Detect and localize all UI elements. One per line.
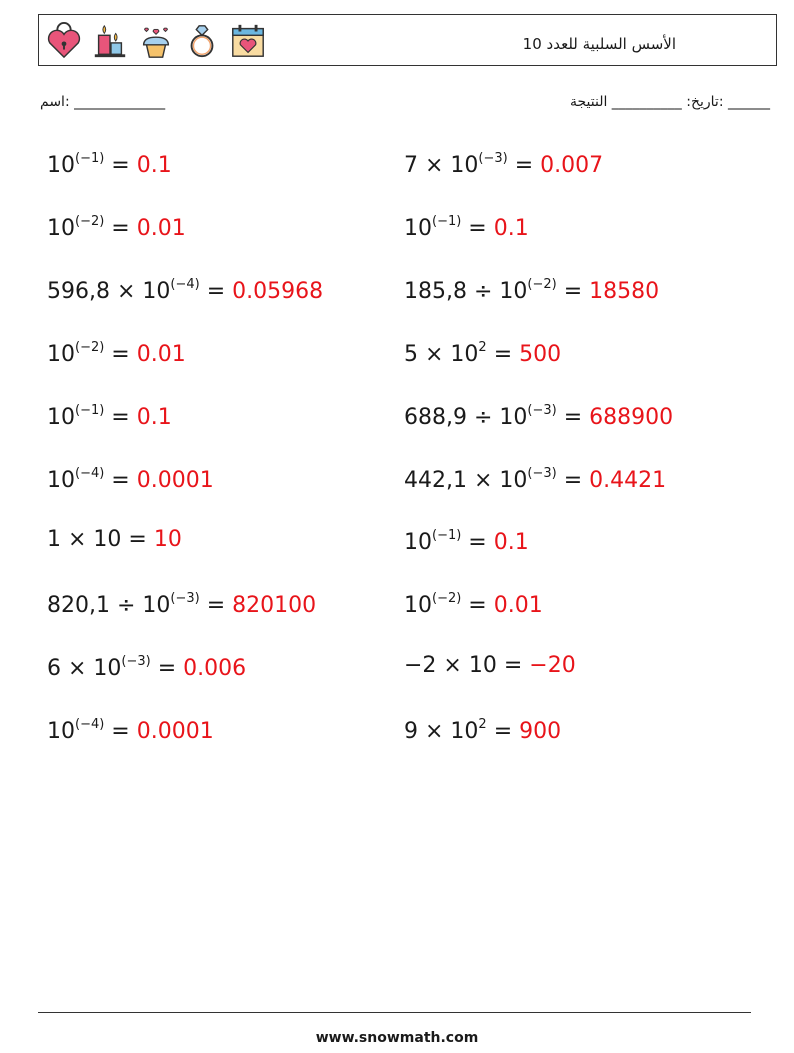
problem-answer: 0.0001 — [136, 468, 214, 493]
equals-sign: = — [199, 279, 233, 304]
problem-exponent: 2 — [478, 340, 487, 355]
problem-item — [47, 404, 172, 429]
problem-item — [404, 655, 576, 677]
equals-sign: = — [104, 468, 137, 493]
equals-sign: = — [461, 530, 494, 555]
problem-exponent: (−2) — [75, 214, 105, 229]
problem-question: −2 × 10 — [404, 653, 497, 678]
problem-answer: 0.1 — [136, 405, 172, 430]
problem-question: 10 — [47, 216, 75, 241]
equals-sign: = — [199, 593, 233, 618]
equals-sign: = — [461, 593, 494, 618]
cupcake-icon — [137, 21, 175, 61]
equals-sign: = — [150, 656, 184, 681]
equals-sign: = — [104, 719, 137, 744]
equals-sign: = — [461, 216, 494, 241]
problem-item — [404, 341, 561, 366]
problem-question: 6 × 10 — [47, 656, 122, 681]
icon-row — [45, 19, 267, 63]
problem-exponent: (−1) — [75, 151, 105, 166]
problem-question: 10 — [47, 468, 75, 493]
problem-exponent: (−4) — [75, 717, 105, 732]
equals-sign: = — [121, 527, 154, 552]
problem-question: 688,9 ÷ 10 — [404, 405, 528, 430]
problem-question: 7 × 10 — [404, 153, 479, 178]
problem-question: 10 — [47, 342, 75, 367]
problem-answer: 688900 — [589, 405, 674, 430]
header-box — [38, 14, 777, 66]
problem-answer: 0.01 — [493, 593, 543, 618]
problem-item — [404, 404, 673, 429]
problem-exponent: (−2) — [432, 591, 462, 606]
problem-item — [404, 718, 561, 743]
problem-answer: 820100 — [232, 593, 317, 618]
problem-question: 5 × 10 — [404, 342, 479, 367]
problem-answer: −20 — [529, 653, 576, 678]
problem-exponent: (−2) — [527, 277, 557, 292]
problem-question: 820,1 ÷ 10 — [47, 593, 171, 618]
problem-question: 9 × 10 — [404, 719, 479, 744]
problem-question: 185,8 ÷ 10 — [404, 279, 528, 304]
problem-question: 10 — [47, 153, 75, 178]
problem-item — [47, 278, 323, 303]
problem-question: 1 × 10 — [47, 527, 122, 552]
problem-answer: 0.007 — [540, 153, 604, 178]
problem-exponent: (−2) — [75, 340, 105, 355]
problem-item — [404, 529, 529, 554]
problem-answer: 900 — [519, 719, 562, 744]
problem-exponent: (−4) — [75, 466, 105, 481]
problem-answer: 0.1 — [493, 530, 529, 555]
problem-question: 442,1 × 10 — [404, 468, 528, 493]
problem-answer: 0.05968 — [232, 279, 324, 304]
problem-answer: 10 — [153, 527, 182, 552]
candles-icon — [91, 21, 129, 61]
problem-item — [47, 152, 172, 177]
footer-site: www.snowmath.com — [315, 1030, 479, 1046]
problem-item — [47, 718, 214, 743]
problem-item — [404, 215, 529, 240]
name-field: _____________ :اسم — [40, 94, 166, 110]
equals-sign: = — [104, 342, 137, 367]
problem-item — [47, 592, 316, 617]
problem-item — [47, 467, 214, 492]
problem-answer: 0.0001 — [136, 719, 214, 744]
problem-question: 596,8 × 10 — [47, 279, 171, 304]
problem-exponent: (−3) — [121, 654, 151, 669]
date-score-field: ______ :تاريخ: __________ النتيجة — [569, 94, 770, 110]
heart-lock-icon — [45, 21, 83, 61]
problem-exponent: (−3) — [527, 403, 557, 418]
problem-question: 10 — [404, 216, 432, 241]
problem-answer: 0.1 — [493, 216, 529, 241]
equals-sign: = — [556, 468, 590, 493]
problem-exponent: (−3) — [170, 591, 200, 606]
problem-answer: 0.01 — [136, 342, 186, 367]
footer-divider — [38, 1012, 751, 1013]
problem-answer: 0.4421 — [589, 468, 667, 493]
problem-answer: 18580 — [589, 279, 660, 304]
problem-answer: 0.01 — [136, 216, 186, 241]
equals-sign: = — [104, 405, 137, 430]
problem-question: 10 — [404, 530, 432, 555]
equals-sign: = — [556, 279, 590, 304]
problem-item — [47, 529, 182, 551]
problem-exponent: (−4) — [170, 277, 200, 292]
page-title: الأسس السلبية للعدد 10 — [522, 35, 676, 53]
problem-item — [47, 341, 186, 366]
equals-sign: = — [486, 342, 520, 367]
equals-sign: = — [486, 719, 520, 744]
problem-answer: 0.006 — [183, 656, 247, 681]
problem-exponent: (−1) — [432, 214, 462, 229]
problem-exponent: 2 — [478, 717, 487, 732]
problem-exponent: (−1) — [432, 528, 462, 543]
problem-item — [404, 278, 659, 303]
problem-question: 10 — [404, 593, 432, 618]
problem-item — [404, 152, 603, 177]
equals-sign: = — [104, 216, 137, 241]
problem-exponent: (−3) — [527, 466, 557, 481]
problem-exponent: (−3) — [478, 151, 508, 166]
ring-icon — [183, 21, 221, 61]
problem-exponent: (−1) — [75, 403, 105, 418]
problem-item — [47, 215, 186, 240]
problem-answer: 500 — [519, 342, 562, 367]
problem-question: 10 — [47, 405, 75, 430]
equals-sign: = — [556, 405, 590, 430]
equals-sign: = — [507, 153, 541, 178]
equals-sign: = — [104, 153, 137, 178]
problem-item — [404, 592, 543, 617]
problem-item — [47, 655, 246, 680]
problem-question: 10 — [47, 719, 75, 744]
problem-answer: 0.1 — [136, 153, 172, 178]
calendar-heart-icon — [229, 21, 267, 61]
problem-item — [404, 467, 666, 492]
equals-sign: = — [496, 653, 530, 678]
